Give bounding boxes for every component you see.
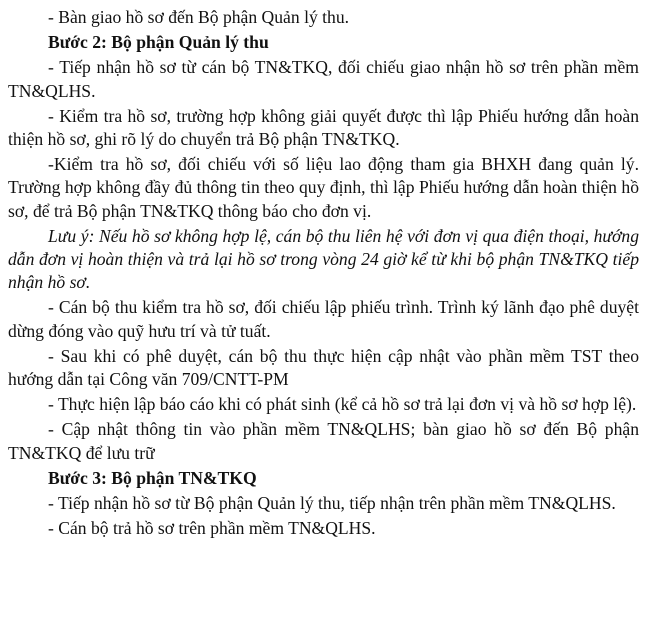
note-invalid-dossier: Lưu ý: Nếu hồ sơ không hợp lệ, cán bộ thu liên hệ với đơn vị qua điện thoại, hướng dẫn đơn vị hoàn thiện và trả lại hồ sơ trong vòng 24 giờ kể từ khi bộ phận TN&TKQ tiếp nhận hồ sơ. [8,225,639,293]
paragraph-approval-submission: - Cán bộ thu kiểm tra hồ sơ, đối chiếu lập phiếu trình. Trình ký lãnh đạo phê duyệt dừng đóng vào quỹ hưu trí và tử tuất. [8,297,639,341]
paragraph-check-labor-data: -Kiểm tra hồ sơ, đối chiếu với số liệu lao động tham gia BHXH đang quản lý. Trường hợp không đầy đủ thông tin theo quy định, thì lập Phiếu hướng dẫn hoàn thiện hồ sơ, để trả Bộ phận TN&TKQ thông báo cho đơn vị. [8,154,639,221]
paragraph-handover-to-collection: - Bàn giao hồ sơ đến Bộ phận Quản lý thu. [48,7,350,27]
heading-step-3: Bước 3: Bộ phận TN&TKQ [48,467,257,488]
paragraph-update-and-archive: - Cập nhật thông tin vào phần mềm TN&QLHS; bàn giao hồ sơ đến Bộ phận TN&TKQ để lưu trữ [8,419,639,463]
paragraph-receive-dossier: - Tiếp nhận hồ sơ từ cán bộ TN&TKQ, đối chiếu giao nhận hồ sơ trên phần mềm TN&QLHS. [8,57,639,101]
paragraph-reporting: - Thực hiện lập báo cáo khi có phát sinh (kể cả hồ sơ trả lại đơn vị và hồ sơ hợp lệ). [48,394,637,415]
paragraph-update-tst-software: - Sau khi có phê duyệt, cán bộ thu thực hiện cập nhật vào phần mềm TST theo hướng dẫn tại Công văn 709/CNTT-PM [8,345,639,390]
heading-step-2: Bước 2: Bộ phận Quản lý thu [48,32,269,53]
paragraph-return-dossier: - Cán bộ trả hồ sơ trên phần mềm TN&QLHS. [48,518,376,539]
paragraph-receive-from-collection: - Tiếp nhận hồ sơ từ Bộ phận Quản lý thu, tiếp nhận trên phần mềm TN&QLHS. [48,493,616,514]
paragraph-check-dossier-return: - Kiểm tra hồ sơ, trường hợp không giải quyết được thì lập Phiếu hướng dẫn hoàn thiện hồ sơ, ghi rõ lý do chuyển trả Bộ phận TN&TKQ. [8,105,639,150]
